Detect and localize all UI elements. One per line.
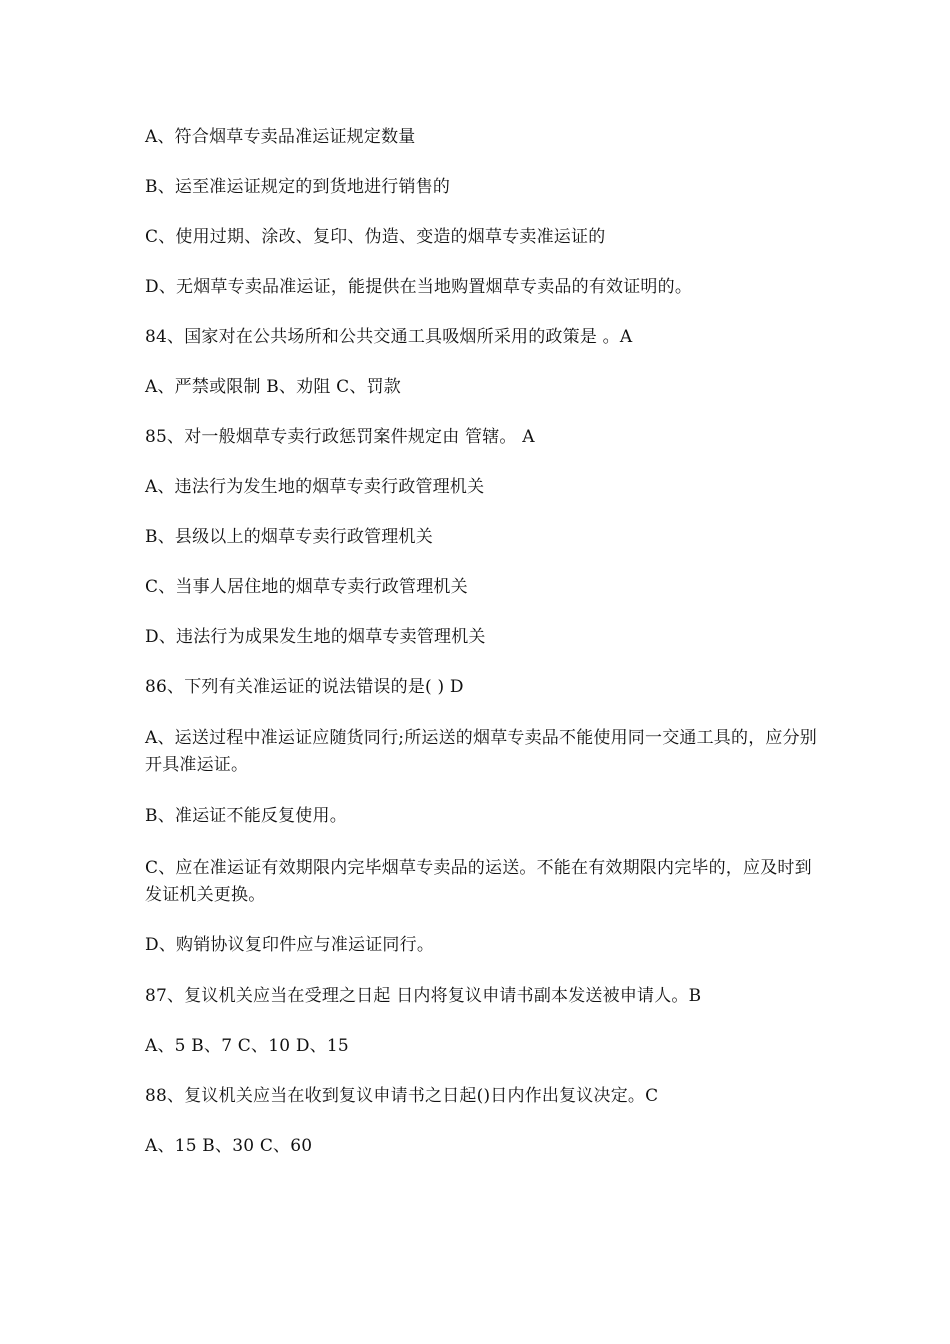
question-85-option-a: A、违法行为发生地的烟草专卖行政管理机关 <box>145 477 485 497</box>
paragraph-option-c-expired: C、使用过期、涂改、复印、伪造、变造的烟草专卖准运证的 <box>145 227 606 247</box>
question-86-option-d: D、购销协议复印件应与准运证同行。 <box>145 935 435 955</box>
paragraph-option-d-no-permit: D、无烟草专卖品准运证，能提供在当地购置烟草专卖品的有效证明的。 <box>145 277 693 297</box>
question-88-options: A、15 B、30 C、60 <box>145 1136 313 1156</box>
question-86-option-b: B、准运证不能反复使用。 <box>145 806 347 826</box>
question-84-options: A、严禁或限制 B、劝阻 C、罚款 <box>145 377 401 397</box>
question-85-option-b: B、县级以上的烟草专卖行政管理机关 <box>145 527 433 547</box>
question-85-option-d: D、违法行为成果发生地的烟草专卖管理机关 <box>145 627 486 647</box>
question-85-option-c: C、当事人居住地的烟草专卖行政管理机关 <box>145 577 468 597</box>
question-87: 87、复议机关应当在受理之日起 日内将复议申请书副本发送被申请人。B <box>145 986 702 1006</box>
question-88: 88、复议机关应当在收到复议申请书之日起()日内作出复议决定。C <box>145 1086 659 1106</box>
question-86-option-c: C、应在准运证有效期限内完毕烟草专卖品的运送。不能在有效期限内完毕的，应及时到发证机关更换。 <box>145 858 812 905</box>
question-86-option-a: A、运送过程中准运证应随货同行;所运送的烟草专卖品不能使用同一交通工具的，应分别开具准运证。 <box>145 728 818 775</box>
question-86: 86、下列有关准运证的说法错误的是( ) D <box>145 677 464 697</box>
question-87-options: A、5 B、7 C、10 D、15 <box>145 1036 349 1056</box>
paragraph-option-b-destination: B、运至准运证规定的到货地进行销售的 <box>145 177 451 197</box>
paragraph-option-a-quantity: A、符合烟草专卖品准运证规定数量 <box>145 127 416 147</box>
question-85: 85、对一般烟草专卖行政惩罚案件规定由 管辖。 A <box>145 427 535 447</box>
question-84: 84、国家对在公共场所和公共交通工具吸烟所采用的政策是 。A <box>145 327 633 347</box>
